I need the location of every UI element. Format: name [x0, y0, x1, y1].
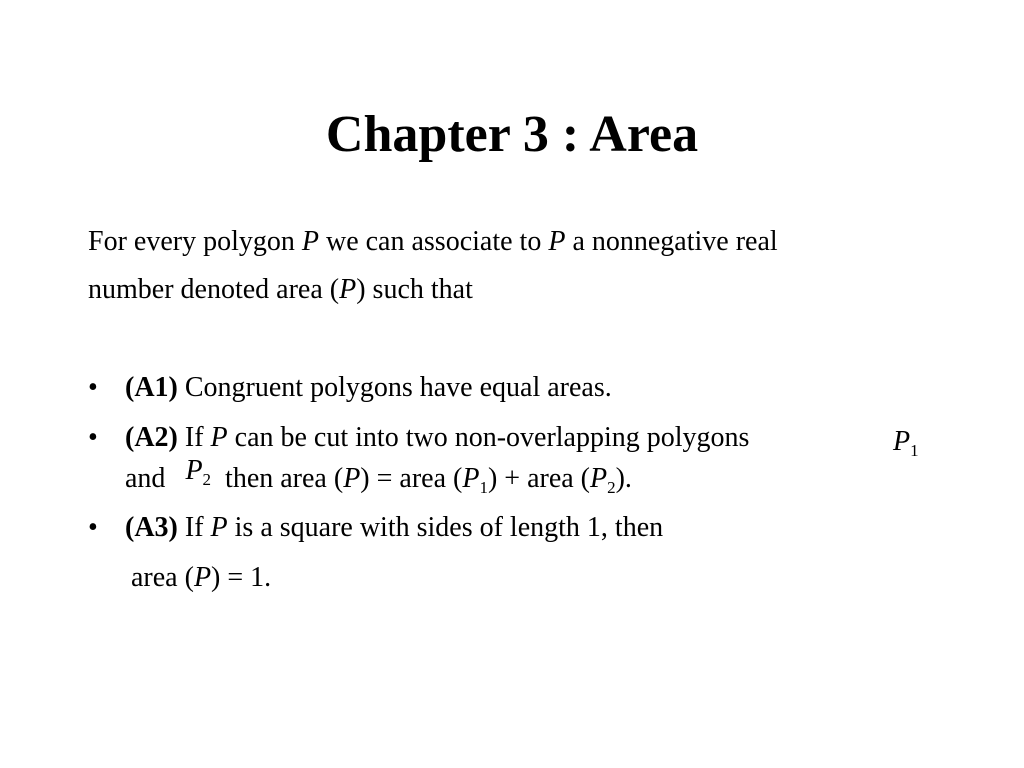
axiom-a3-label: (A3): [125, 512, 178, 543]
bullet-a3: •: [88, 512, 98, 543]
axiom-a2-line-1: (A2) If P can be cut into two non-overlapping polygons: [125, 422, 750, 453]
axiom-a3-line-2: area (P) = 1.: [131, 562, 272, 593]
axiom-a1: (A1) Congruent polygons have equal areas.: [125, 372, 612, 403]
slide-title: Chapter 3 : Area: [325, 106, 699, 163]
axiom-a2-label: (A2): [125, 422, 178, 453]
symbol-p2: $P_2$: [185, 455, 212, 489]
bullet-a2: •: [88, 422, 98, 453]
axiom-a3-line-1: (A3) If P is a square with sides of length 1, then: [125, 512, 664, 543]
axiom-a2-line-2: and $P_2$ then area (P) = area $(P_1)$ + area $(P_2)$.: [125, 455, 632, 497]
intro-line-1: For every polygon P we can associate to P a nonnegative real: [88, 226, 778, 257]
symbol-p1: $P_1$: [893, 426, 919, 460]
axiom-a1-label: (A1): [125, 372, 178, 403]
bullet-a1: •: [88, 372, 98, 403]
intro-line-2: number denoted area (P) such that: [88, 274, 473, 305]
